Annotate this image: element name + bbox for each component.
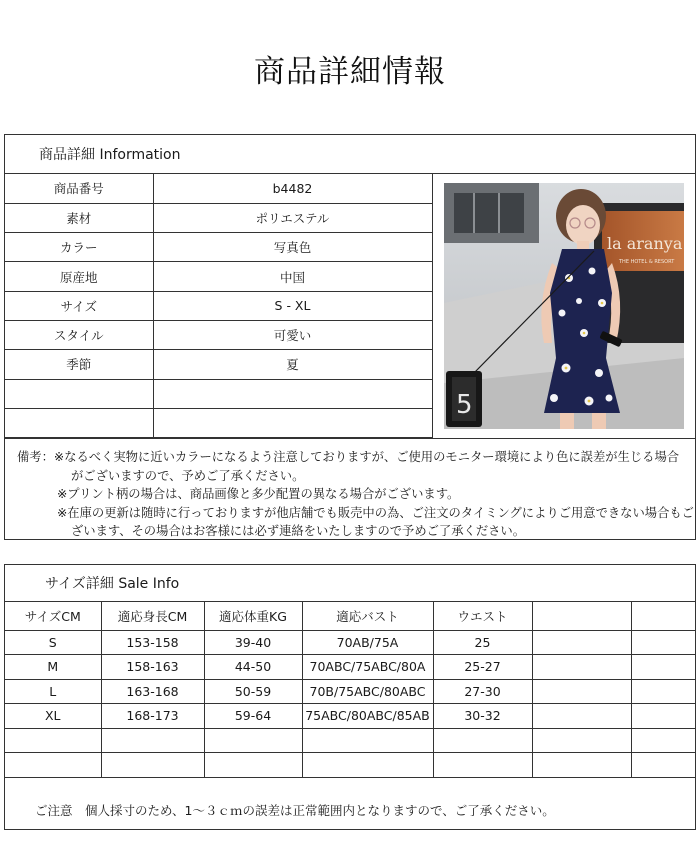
spec-value: [153, 379, 432, 408]
size-cell: 70ABC/75ABC/80A: [302, 655, 433, 680]
size-detail-section: [4, 564, 696, 830]
size-row: [5, 728, 695, 753]
size-column-header: 適応バスト: [302, 602, 433, 630]
spec-row: [5, 203, 432, 232]
size-cell: [204, 753, 302, 778]
size-cell: 70B/75ABC/80ABC: [302, 679, 433, 704]
note-line: ※プリント柄の場合は、商品画像と多少配置の異なる場合がございます。: [57, 487, 460, 501]
size-cell: 70AB/75A: [302, 630, 433, 655]
size-cell: [631, 679, 695, 704]
spec-label: 商品番号: [5, 174, 153, 203]
detail-heading: 商品詳細 Information: [5, 135, 695, 174]
size-cell: 163-168: [101, 679, 204, 704]
spec-row: [5, 233, 432, 262]
size-cell: [532, 753, 631, 778]
note-line: ※在庫の更新は随時に行っておりますが他店舗でも販売中の為、ご注文のタイミングによりご用意できない場合もご: [57, 505, 694, 520]
size-cell: [302, 728, 433, 753]
size-footer-note: ご注意 個人採寸のため、1～３ｃｍの誤差は正常範囲内となりますので、ご了承ください。: [35, 803, 555, 818]
size-row: [5, 655, 695, 680]
size-cell: [5, 753, 101, 778]
spec-row: [5, 350, 432, 379]
photo-sign-subtext: THE HOTEL & RESORT: [619, 259, 675, 265]
spec-label: [5, 379, 153, 408]
size-cell: [101, 728, 204, 753]
size-cell: [631, 753, 695, 778]
size-cell: 39-40: [204, 630, 302, 655]
spec-value: 夏: [153, 350, 432, 379]
note-line: 備考：※なるべく実物に近いカラーになるよう注意しておりますが、ご使用のモニター環境により色に誤差が生じる場合: [17, 450, 680, 464]
spec-row: [5, 262, 432, 291]
spec-value: S - XL: [153, 291, 432, 320]
product-photo: [444, 183, 684, 429]
size-cell: [532, 655, 631, 680]
spec-label: スタイル: [5, 320, 153, 349]
notes-block: [5, 438, 695, 540]
size-cell: 27-30: [433, 679, 532, 704]
size-cell: [631, 728, 695, 753]
size-row: [5, 753, 695, 778]
size-cell: [204, 728, 302, 753]
size-cell: 59-64: [204, 704, 302, 729]
size-table: [5, 602, 695, 778]
spec-table: [5, 174, 433, 438]
size-column-header: 適応体重KG: [204, 602, 302, 630]
spec-value: 写真色: [153, 233, 432, 262]
size-cell: S: [5, 630, 101, 655]
size-cell: 44-50: [204, 655, 302, 680]
size-cell: [532, 704, 631, 729]
size-cell: 50-59: [204, 679, 302, 704]
spec-value: b4482: [153, 174, 432, 203]
spec-value: 中国: [153, 262, 432, 291]
size-cell: 153-158: [101, 630, 204, 655]
product-detail-section: [4, 134, 696, 540]
size-row: [5, 704, 695, 729]
size-cell: 158-163: [101, 655, 204, 680]
spec-row: [5, 379, 432, 408]
size-cell: [532, 630, 631, 655]
spec-row: [5, 320, 432, 349]
size-column-header: [532, 602, 631, 630]
size-cell: XL: [5, 704, 101, 729]
size-cell: [532, 728, 631, 753]
size-row: [5, 630, 695, 655]
spec-value: [153, 408, 432, 437]
size-cell: 25: [433, 630, 532, 655]
size-cell: 25-27: [433, 655, 532, 680]
size-cell: [631, 630, 695, 655]
size-column-header: ウエスト: [433, 602, 532, 630]
size-row: [5, 679, 695, 704]
size-cell: [631, 655, 695, 680]
size-header-row: [5, 602, 695, 630]
size-cell: [433, 753, 532, 778]
page-title: 商品詳細情報: [254, 54, 446, 90]
spec-label: [5, 408, 153, 437]
size-heading: サイズ詳細 Sale Info: [5, 565, 695, 602]
size-column-header: 適応身長CM: [101, 602, 204, 630]
spec-row: [5, 174, 432, 203]
spec-value: ポリエステル: [153, 203, 432, 232]
size-cell: [433, 728, 532, 753]
size-cell: [5, 728, 101, 753]
spec-value: 可愛い: [153, 320, 432, 349]
size-column-header: サイズCM: [5, 602, 101, 630]
size-cell: [101, 753, 204, 778]
spec-label: カラー: [5, 233, 153, 262]
spec-label: 原産地: [5, 262, 153, 291]
note-line: がございますので、予めご了承ください。: [71, 468, 305, 483]
spec-label: 季節: [5, 350, 153, 379]
spec-row: [5, 408, 432, 437]
spec-label: 素材: [5, 203, 153, 232]
size-column-header: [631, 602, 695, 630]
size-cell: [302, 753, 433, 778]
size-cell: 75ABC/80ABC/85AB: [302, 704, 433, 729]
size-cell: [532, 679, 631, 704]
size-cell: 30-32: [433, 704, 532, 729]
spec-row: [5, 291, 432, 320]
svg-text:5: 5: [456, 390, 473, 420]
spec-label: サイズ: [5, 291, 153, 320]
size-cell: M: [5, 655, 101, 680]
size-cell: 168-173: [101, 704, 204, 729]
size-cell: L: [5, 679, 101, 704]
photo-sign-text: la aranya: [607, 234, 683, 253]
size-cell: [631, 704, 695, 729]
note-line: ざいます、その場合はお客様には必ず連絡をいたしますので予めご了承ください。: [71, 524, 526, 538]
